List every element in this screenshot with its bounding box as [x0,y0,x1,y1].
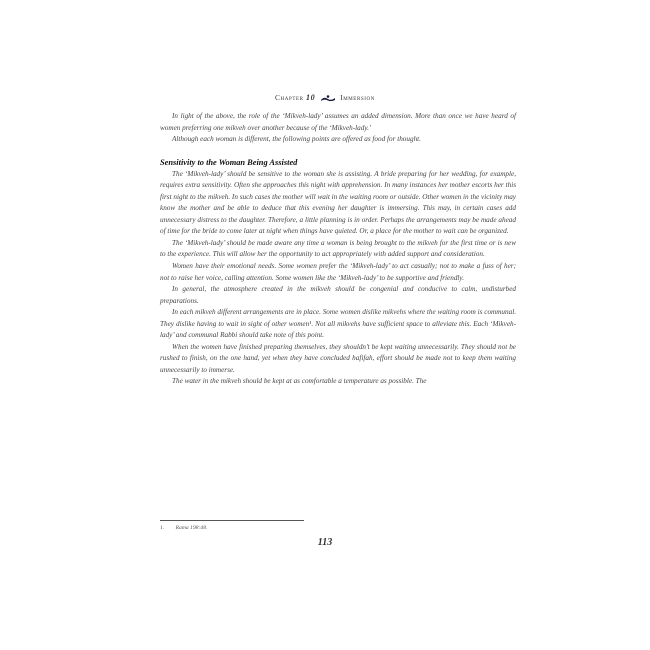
chapter-number: 10 [306,93,316,102]
page-number: 113 [317,537,333,548]
body-paragraph: When the women have finished preparing themselves, they shouldn’t be kept waiting unnecessarily. They should not be rushed to finish, on the one hand, yet when they have concluded hafifah, effort should be made not to keep them waiting unnecessarily to immerse. [160,342,516,374]
running-header [0,93,650,102]
body-paragraph: In each mikveh different arrangements are in place. Some women dislike mikvehs where the waiting room is communal. They dislike having to wait in sight of other women¹. Not all mikvehs have sufficient space to alleviate this. Each ‘Mikveh-lady’ and communal Rabbi should take note of this point. [160,308,516,340]
body-paragraph: The ‘Mikveh-lady’ should be made aware any time a woman is being brought to the mikveh for the first time or is new to the experience. This will allow her the opportunity to act appropriately with added support and consideration. [160,238,516,259]
body-paragraph: Women have their emotional needs. Some women prefer the ‘Mikveh-lady’ to act casually; not to make a fuss of her; not to raise her voice, calling attention. Some women like the ‘Mikveh-lady’ to be supportive and friendly. [160,262,516,282]
footnote-text: Rama 198:48. [175,525,208,531]
intro-paragraph: Although each woman is different, the following points are offered as food for thought. [172,135,421,144]
ornament-icon [320,94,336,102]
footnote [160,525,207,531]
footnote-divider [160,520,304,521]
body-paragraph: The ‘Mikveh-lady’ should be sensitive to the woman she is assisting. A bride preparing for her wedding, for example, requires extra sensitivity. Often she approaches this night with apprehension. In many instances her mother escorts her this first night to the mikveh. In such cases the mother will wait in the waiting room or outside. Other women in the vicinity may know the mother and be able to deduce that this evening her daughter is immersing. This may, in certain cases add unnecessary distress to the daughter. Therefore, a little planning is in order. Perhaps the arrangements may be made ahead of time for the bride to come later at night when things have quieted. Or, a place for the mother to wait can be organized. [160,169,516,236]
main-text [160,111,516,388]
body-paragraph: In general, the atmosphere created in the mikveh should be congenial and conducive to calm, undisturbed preparations. [160,285,516,305]
footnote-number: 1. [160,525,165,531]
intro-paragraph: In light of the above, the role of the ‘Mikveh-lady’ assumes an added dimension. More than once we have heard of women preferring one mikveh over another because of the ‘Mikveh-lady.’ [160,112,516,132]
section-title: Immersion [340,93,375,102]
section-heading: Sensitivity to the Woman Being Assisted [160,157,298,167]
body-paragraph: The water in the mikveh should be kept at as comfortable a temperature as possible. The [172,377,427,386]
chapter-label: Chapter [275,93,304,102]
